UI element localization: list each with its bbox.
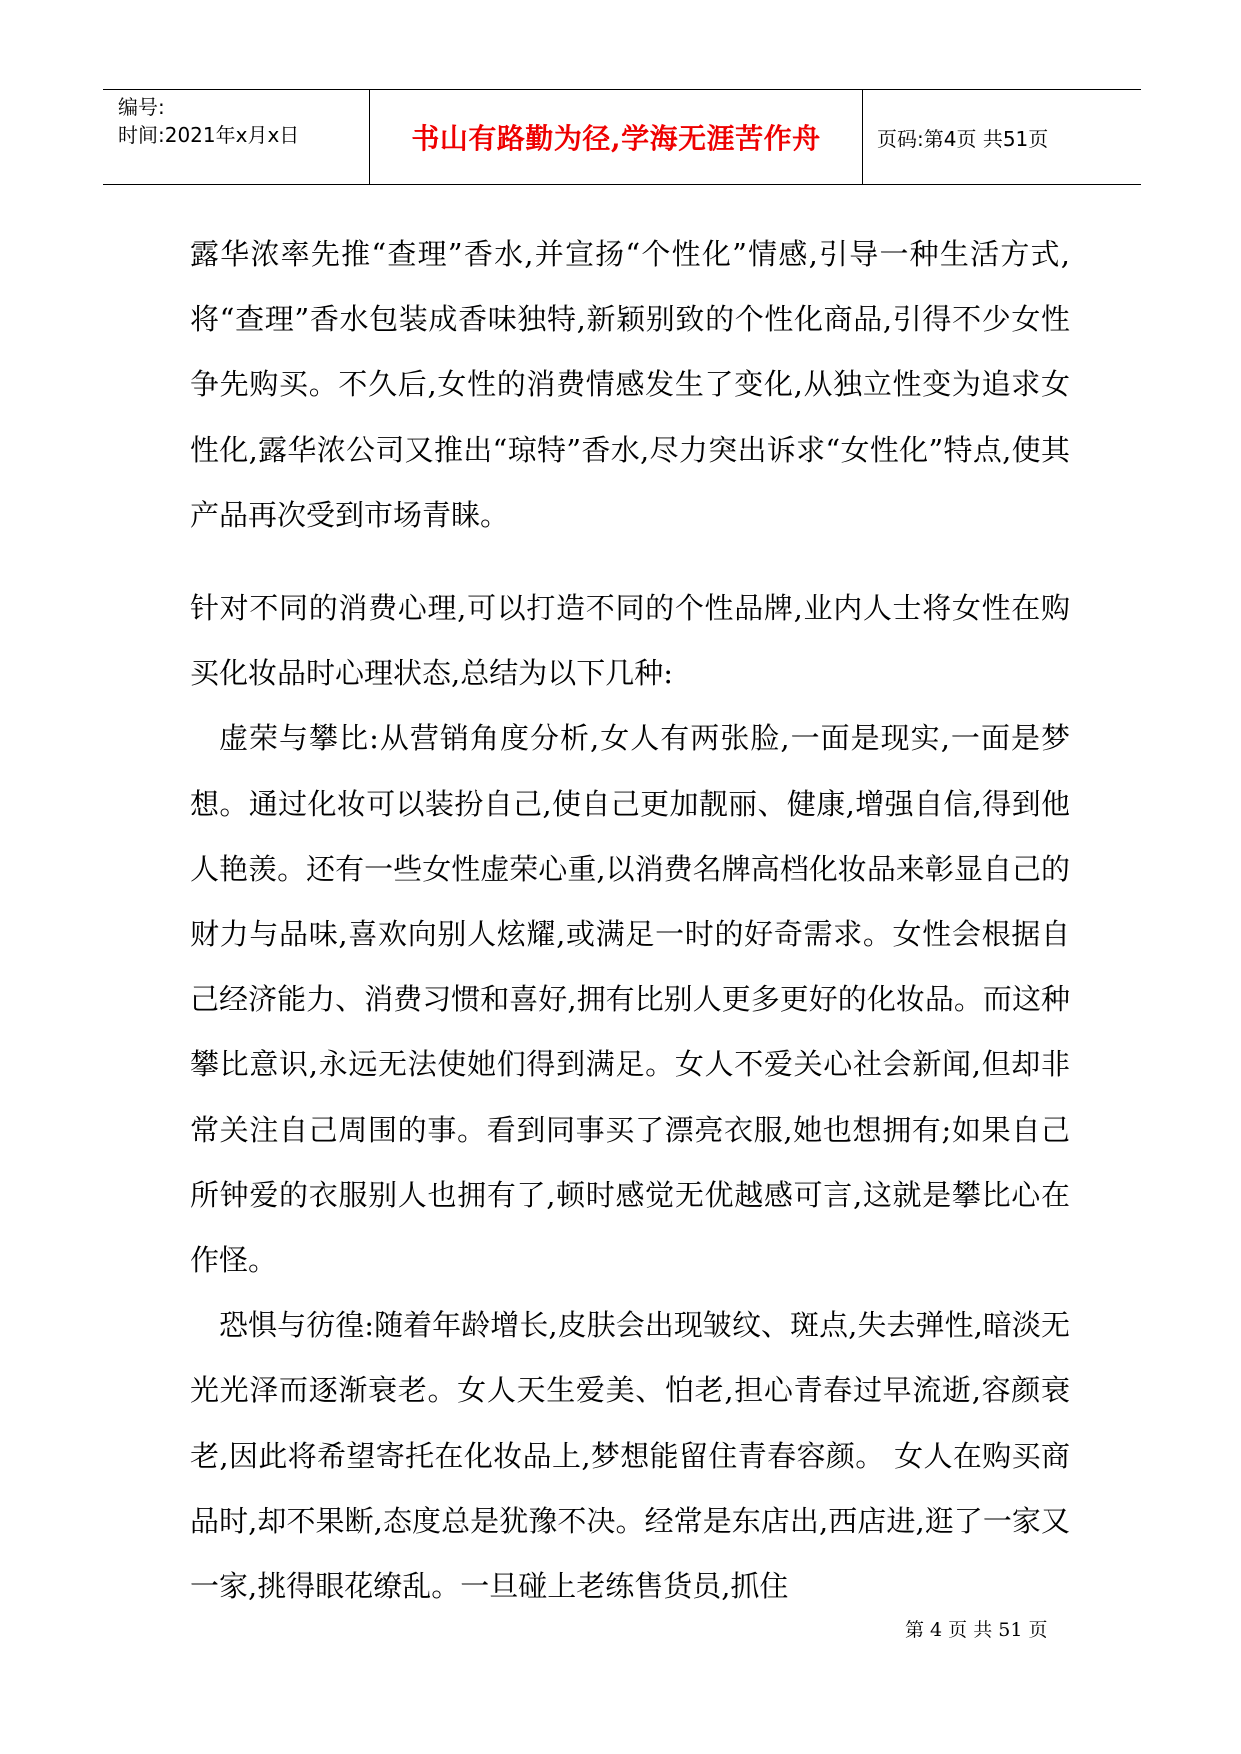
header-page-cell bbox=[863, 90, 1141, 184]
document-body bbox=[190, 222, 1070, 1619]
document-time-label: 时间:2021年x月x日 bbox=[118, 123, 300, 147]
document-number-label: 编号: bbox=[118, 95, 165, 119]
paragraph: 露华浓率先推“查理”香水,并宣扬“个性化”情感,引导一种生活方式,将“查理”香水包装成香味独特,新颖别致的个性化商品,引得不少女性争先购买。不久后,女性的消费情感发生了变化,从独立性变为追求女性化,露华浓公司又推出“琼特”香水,尽力突出诉求“女性化”特点,使其产品再次受到市场青睐。 bbox=[190, 237, 1070, 532]
page-footer: 第 4 页 共 51 页 bbox=[905, 1619, 1048, 1641]
header-motto: 书山有路勤为径,学海无涯苦作舟 bbox=[411, 122, 821, 155]
paragraph: 恐惧与彷徨:随着年龄增长,皮肤会出现皱纹、斑点,失去弹性,暗淡无光光泽而逐渐衰老。女人天生爱美、怕老,担心青春过早流逝,容颜衰老,因此将希望寄托在化妆品上,梦想能留住青春容颜。 女人在购买商品时,却不果断,态度总是犹豫不决。经常是东店出,西店进,逛了一家又一家,挑得眼花缭乱。一旦碰上老练售货员,抓住 bbox=[190, 1308, 1070, 1604]
paragraph: 虚荣与攀比:从营销角度分析,女人有两张脸,一面是现实,一面是梦想。通过化妆可以装扮自己,使自己更加靓丽、健康,增强自信,得到他人艳羡。还有一些女性虚荣心重,以消费名牌高档化妆品来彰显自己的财力与品味,喜欢向别人炫耀,或满足一时的好奇需求。女性会根据自己经济能力、消费习惯和喜好,拥有比别人更多更好的化妆品。而这种攀比意识,永远无法使她们得到满足。女人不爱关心社会新闻,但却非常关注自己周围的事。看到同事买了漂亮衣服,她也想拥有;如果自己所钟爱的衣服别人也拥有了,顿时感觉无优越感可言,这就是攀比心在作怪。 bbox=[190, 721, 1070, 1278]
page-header bbox=[103, 89, 1141, 185]
header-meta-cell bbox=[103, 90, 370, 184]
paragraph: 针对不同的消费心理,可以打造不同的个性品牌,业内人士将女性在购买化妆品时心理状态,总结为以下几种: bbox=[190, 591, 1070, 691]
header-page-number: 页码:第4页 共51页 bbox=[877, 126, 1049, 151]
header-motto-cell bbox=[370, 90, 863, 184]
